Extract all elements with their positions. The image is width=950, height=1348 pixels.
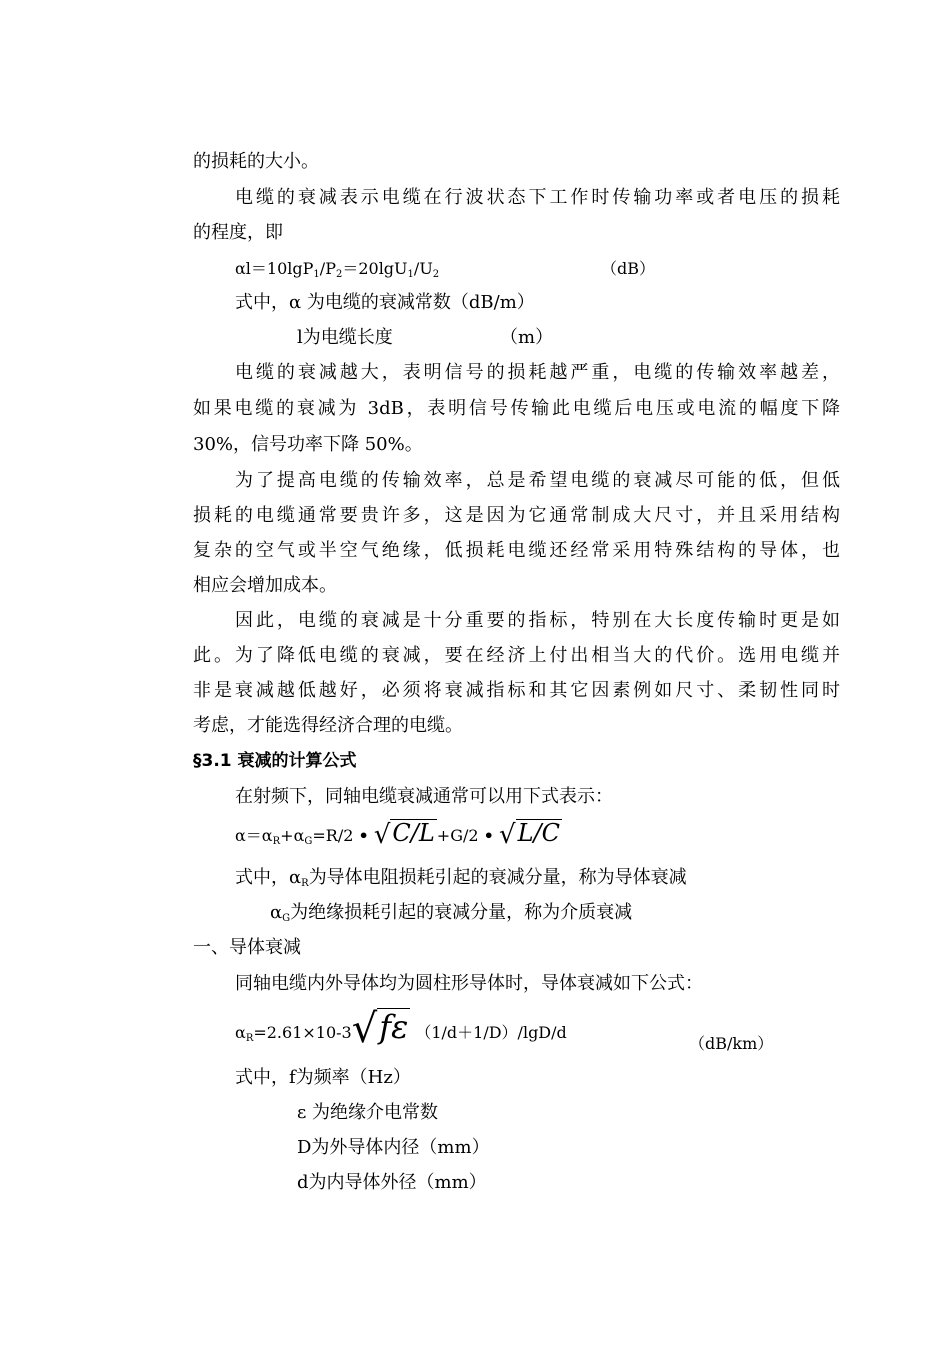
paragraph-line: 30%，信号功率下降 50%。	[193, 434, 423, 455]
definition-line: 式中，f为频率（Hz）	[235, 1067, 411, 1088]
paragraph-line: 电缆的衰减越大，表明信号的损耗越严重，电缆的传输效率越差，	[235, 362, 840, 383]
paragraph-line: 的损耗的大小。	[193, 151, 319, 172]
sqrt-l-over-c: √L/C	[498, 819, 560, 850]
definition-line: D为外导体内径（mm）	[297, 1137, 490, 1158]
definition-line: l为电缆长度	[297, 327, 393, 348]
definition-unit: （m）	[500, 327, 554, 348]
paragraph-line: 的程度，即	[193, 222, 283, 243]
equation-conductor-attenuation: $\alpha_R=2.61\times 10-3√f\varepsilon$ （1/d＋1/D）/lgD/d	[235, 1005, 567, 1063]
multiply-dot: •	[358, 826, 369, 845]
paragraph-line: 因此，电缆的衰减是十分重要的指标，特别在大长度传输时更是如	[235, 610, 840, 631]
paragraph-line: 为了提高电缆的传输效率，总是希望电缆的衰减尽可能的低，但低	[235, 470, 840, 491]
definition-line: ε 为绝缘介电常数	[297, 1102, 439, 1123]
paragraph-line: 损耗的电缆通常要贵许多，这是因为它通常制成大尺寸，并且采用结构	[193, 505, 840, 526]
definition-line: d为内导体外径（mm）	[297, 1172, 487, 1193]
equation-attenuation-db: $\alpha l=10\lg P_1/P_2=20\lg U_1/U_2$	[235, 259, 440, 280]
paragraph-line: 非是衰减越低越好，必须将衰减指标和其它因素例如尺寸、柔韧性同时	[193, 680, 840, 701]
paragraph-line: 此。为了降低电缆的衰减，要在经济上付出相当大的代价。选用电缆并	[193, 645, 840, 666]
paragraph-line: 电缆的衰减表示电缆在行波状态下工作时传输功率或者电压的损耗	[235, 187, 840, 208]
equation-unit: （dB/km）	[689, 1034, 774, 1053]
definition-line: $\alpha_G$为绝缘损耗引起的衰减分量，称为介质衰减	[270, 902, 633, 924]
paragraph-line: 相应会增加成本。	[193, 575, 337, 596]
paragraph-line: 复杂的空气或半空气绝缘，低损耗电缆还经常采用特殊结构的导体，也	[193, 540, 840, 561]
paragraph-line: 如果电缆的衰减为 3dB，表明信号传输此电缆后电压或电流的幅度下降	[193, 398, 840, 419]
multiply-dot: •	[483, 826, 494, 845]
equation-total-attenuation: $\alpha=\alpha_R+\alpha_G=R/2$ • √C/L +G/2 • √L/C	[235, 818, 562, 859]
sqrt-f-epsilon: √fε	[351, 1006, 409, 1052]
definition-line: 式中，$\alpha_R$为导体电阻损耗引起的衰减分量，称为导体衰减	[235, 867, 687, 889]
section-heading: §3.1 衰减的计算公式	[193, 751, 357, 771]
definition-line: 式中，α 为电缆的衰减常数（dB/m）	[235, 292, 535, 313]
paragraph-line: 考虑，才能选得经济合理的电缆。	[193, 715, 463, 736]
paragraph-line: 在射频下，同轴电缆衰减通常可以用下式表示：	[235, 786, 613, 807]
equation-unit: （dB）	[601, 259, 656, 278]
sqrt-c-over-l: √C/L	[373, 819, 435, 850]
sub-heading: 一、导体衰减	[193, 937, 301, 958]
paragraph-line: 同轴电缆内外导体均为圆柱形导体时，导体衰减如下公式：	[235, 973, 703, 994]
